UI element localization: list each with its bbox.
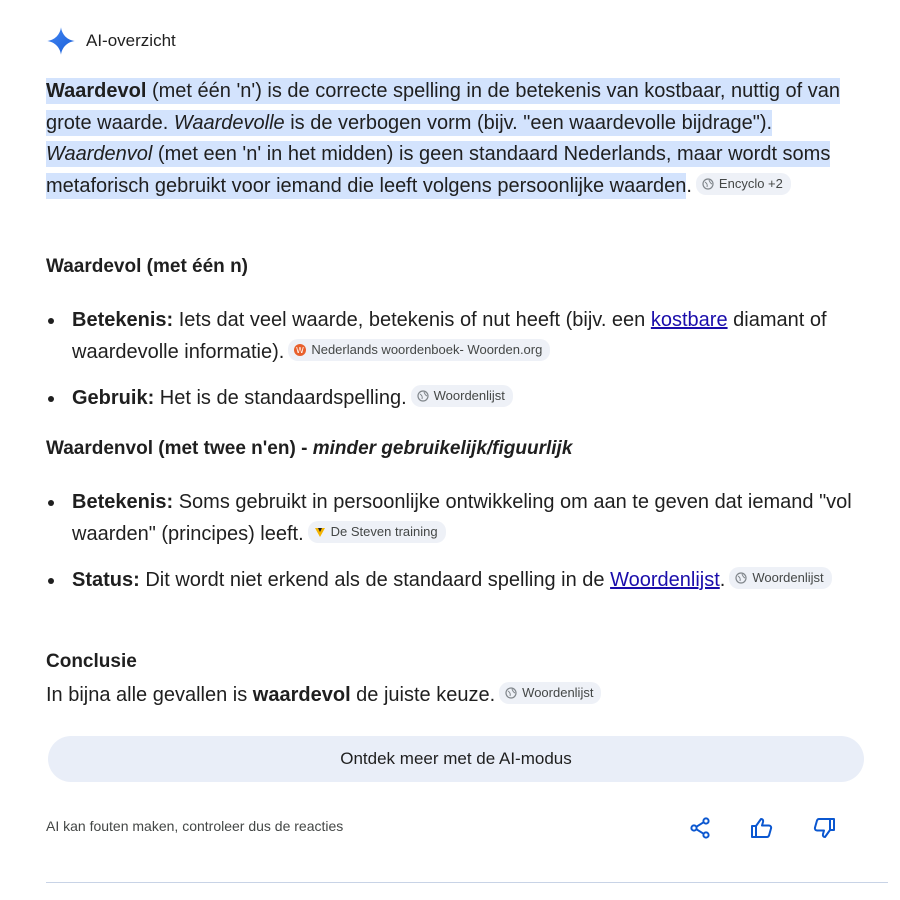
thumbs-up-icon (750, 816, 774, 840)
sparkle-icon (46, 26, 76, 56)
list-item: Status: Dit wordt niet erkend als de standaard spelling in de Woordenlijst. Woordenlijst (46, 565, 866, 597)
conclusion-text: In bijna alle gevallen is waardevol de juiste keuze. Woordenlijst (46, 680, 601, 712)
globe-icon (417, 390, 429, 402)
thumbs-down-icon (812, 816, 836, 840)
globe-icon (735, 572, 747, 584)
link-kostbare[interactable]: kostbare (650, 309, 728, 331)
share-icon (688, 816, 712, 840)
thumbs-up-button[interactable] (748, 814, 776, 842)
list-item: Betekenis: Soms gebruikt in persoonlijke ontwikkeling om aan te geven dat iemand "vol waarden" (principes) leeft. De Steven training (46, 487, 866, 550)
source-chip-woordenlijst[interactable]: Woordenlijst (499, 682, 601, 704)
list-item: Gebruik: Het is de standaardspelling. Woordenlijst (46, 383, 866, 415)
de-steven-logo-icon (314, 526, 326, 538)
term-waardevolle: Waardevolle (173, 111, 285, 134)
term-waardevol: Waardevol (46, 80, 147, 102)
section2-list (46, 487, 866, 597)
divider (46, 882, 888, 883)
link-woordenlijst[interactable]: Woordenlijst (610, 569, 720, 591)
ai-mode-button[interactable]: Ontdek meer met de AI-modus (48, 736, 864, 782)
source-chip-woorden-org[interactable]: W Nederlands woordenboek- Woorden.org (288, 339, 550, 361)
section1-list (46, 305, 866, 415)
woorden-logo-icon (294, 344, 306, 356)
globe-icon (505, 687, 517, 699)
highlighted-summary: Waardevol (met één 'n') is de correcte spelling in de betekenis van kostbaar, nuttig of van grote waarde. Waardevolle is de verbogen vorm (bijv. "een waardevolle bijdrage"). Waardenvol (met een 'n' in het midden) is geen standaard Nederlands, maar wordt soms metaforisch gebruikt voor iemand die leeft volgens persoonlijke waarden (46, 80, 840, 197)
ai-overview-header (46, 26, 176, 56)
source-chip-encyclo[interactable]: Encyclo +2 (696, 173, 791, 195)
conclusion-title: Conclusie (46, 651, 137, 672)
ai-overview-title: AI-overzicht (86, 31, 176, 50)
disclaimer-text: AI kan fouten maken, controleer dus de reacties (46, 818, 344, 834)
globe-icon (702, 178, 714, 190)
list-item: Betekenis: Iets dat veel waarde, betekenis of nut heeft (bijv. een kostbare diamant of waardevolle informatie). W Nederlands woordenboek- Woorden.org (46, 305, 866, 368)
term-waardenvol: Waardenvol (46, 143, 153, 165)
svg-text:W: W (296, 345, 305, 355)
intro-paragraph: Waardevol (met één 'n') is de correcte spelling in de betekenis van kostbaar, nuttig of van grote waarde. Waardevolle is de verbogen vorm (bijv. "een waardevolle bijdrage"). Waardenvol (met een 'n' in het midden) is geen standaard Nederlands, maar wordt soms metaforisch gebruikt voor iemand die leeft volgens persoonlijke waarden. Encyclo +2 (46, 80, 840, 197)
section-title-waardenvol: Waardenvol (met twee n'en) - minder gebruikelijk/figuurlijk (46, 438, 573, 459)
thumbs-down-button[interactable] (810, 814, 838, 842)
source-chip-woordenlijst[interactable]: Woordenlijst (729, 567, 831, 589)
source-chip-de-steven[interactable]: De Steven training (308, 521, 446, 543)
source-chip-woordenlijst[interactable]: Woordenlijst (411, 385, 513, 407)
share-button[interactable] (686, 814, 714, 842)
section-title-waardevol: Waardevol (met één n) (46, 256, 249, 277)
